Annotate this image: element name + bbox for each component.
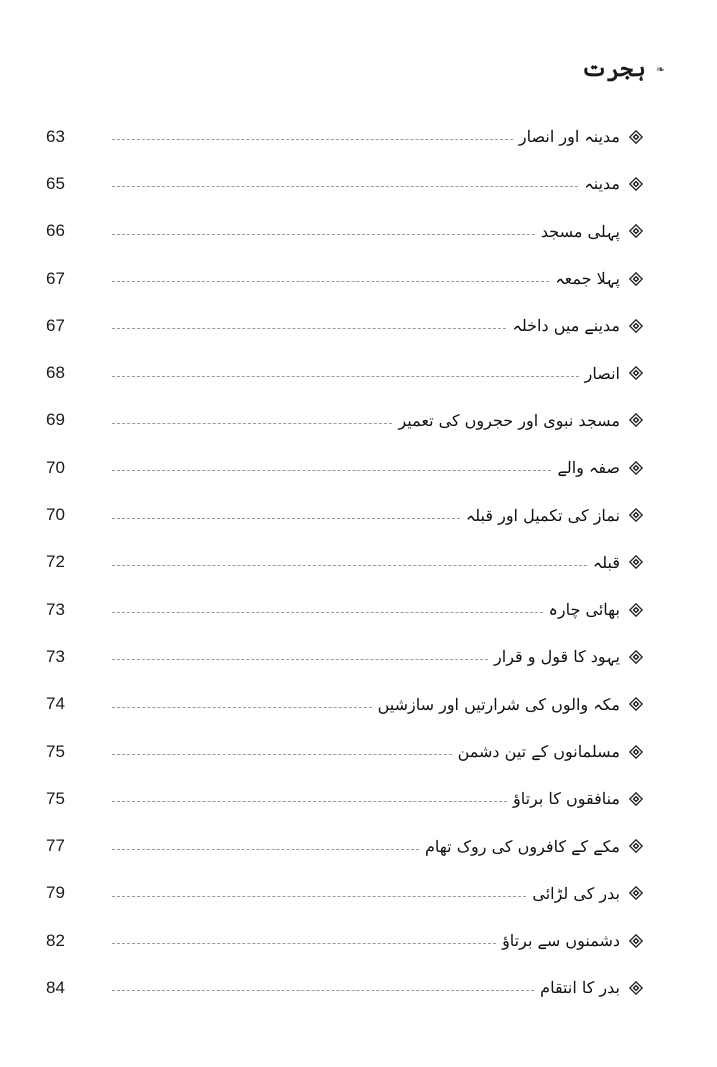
- diamond-bullet-icon: [629, 745, 643, 759]
- toc-entry[interactable]: [46, 964, 643, 1011]
- toc-page-number: 67: [46, 315, 65, 335]
- toc-leader-dots: [112, 376, 579, 377]
- toc-entry-title: بدر کی لڑائی: [532, 883, 620, 903]
- diamond-bullet-icon: [629, 177, 643, 191]
- toc-leader-dots: [112, 328, 506, 329]
- toc-entry[interactable]: [46, 539, 643, 586]
- toc-entry-title: مدینہ: [584, 174, 620, 194]
- toc-page-number: 79: [46, 883, 65, 903]
- diamond-bullet-icon: [629, 461, 643, 475]
- toc-page-number: 74: [46, 694, 65, 714]
- toc-entry[interactable]: [46, 681, 643, 728]
- toc-leader-dots: [112, 234, 535, 235]
- toc-leader-dots: [112, 659, 488, 660]
- toc-leader-dots: [112, 423, 392, 424]
- toc-page-number: 65: [46, 173, 65, 193]
- diamond-bullet-icon: [629, 555, 643, 569]
- toc-entry-title: پہلا جمعہ: [555, 269, 620, 289]
- section-title: ہجرت: [581, 56, 646, 82]
- toc-entry[interactable]: [46, 397, 643, 444]
- fleuron-icon: ❧: [655, 62, 665, 76]
- toc-entry-title: مسجد نبوی اور حجروں کی تعمیر: [398, 410, 620, 430]
- toc-page-number: 73: [46, 599, 65, 619]
- toc-entry-title: مکہ والوں کی شرارتیں اور سازشیں: [377, 694, 620, 714]
- diamond-bullet-icon: [629, 886, 643, 900]
- diamond-bullet-icon: [629, 130, 643, 144]
- toc-entry-title: پہلی مسجد: [540, 221, 620, 241]
- toc-page-number: 72: [46, 552, 65, 572]
- toc-leader-dots: [112, 139, 513, 140]
- diamond-bullet-icon: [629, 224, 643, 238]
- toc-entry-title: مدینے میں داخلہ: [512, 316, 620, 336]
- diamond-bullet-icon: [629, 650, 643, 664]
- toc-page-number: 66: [46, 221, 65, 241]
- toc-page-number: 77: [46, 836, 65, 856]
- toc-entry-title: بدر کا انتقام: [540, 978, 620, 998]
- table-of-contents: [46, 113, 643, 1012]
- toc-leader-dots: [112, 707, 372, 708]
- toc-entry-title: صفہ والے: [557, 458, 620, 478]
- toc-page-number: 75: [46, 741, 65, 761]
- toc-leader-dots: [112, 990, 534, 991]
- toc-entry[interactable]: [46, 444, 643, 491]
- toc-page-number: 75: [46, 788, 65, 808]
- toc-entry[interactable]: [46, 160, 643, 207]
- diamond-bullet-icon: [629, 272, 643, 286]
- toc-entry-title: مسلمانوں کے تین دشمن: [457, 742, 620, 761]
- toc-entry[interactable]: [46, 302, 643, 349]
- toc-entry[interactable]: [46, 917, 643, 964]
- toc-page-number: 63: [46, 126, 65, 146]
- diamond-bullet-icon: [629, 792, 643, 806]
- toc-entry-title: نماز کی تکمیل اور قبلہ: [465, 505, 620, 525]
- toc-leader-dots: [112, 612, 543, 613]
- section-heading: [581, 58, 665, 80]
- toc-page-number: 69: [46, 410, 65, 430]
- toc-page-number: 67: [46, 268, 65, 288]
- diamond-bullet-icon: [629, 934, 643, 948]
- toc-entry[interactable]: [46, 586, 643, 633]
- toc-entry[interactable]: [46, 349, 643, 396]
- toc-leader-dots: [112, 186, 578, 187]
- toc-leader-dots: [112, 754, 452, 755]
- toc-entry-title: قبلہ: [592, 552, 620, 572]
- toc-page-number: 70: [46, 457, 65, 477]
- toc-entry[interactable]: [46, 728, 643, 775]
- diamond-bullet-icon: [629, 603, 643, 617]
- toc-leader-dots: [112, 518, 460, 519]
- toc-entry[interactable]: [46, 491, 643, 538]
- toc-entry[interactable]: [46, 633, 643, 680]
- toc-entry-title: منافقوں کا برتاؤ: [512, 789, 620, 809]
- toc-page-number: 84: [46, 977, 65, 997]
- toc-leader-dots: [112, 943, 496, 944]
- diamond-bullet-icon: [629, 508, 643, 522]
- toc-entry[interactable]: [46, 113, 643, 160]
- toc-leader-dots: [112, 470, 551, 471]
- toc-entry-title: مدینہ اور انصار: [518, 127, 620, 147]
- toc-entry-title: مکے کے کافروں کی روک تھام: [425, 836, 620, 856]
- toc-entry[interactable]: [46, 775, 643, 822]
- toc-entry[interactable]: [46, 208, 643, 255]
- toc-leader-dots: [112, 281, 549, 282]
- toc-entry-title: انصار: [584, 363, 620, 383]
- toc-page-number: 73: [46, 646, 65, 666]
- toc-entry-title: دشمنوں سے برتاؤ: [502, 931, 620, 951]
- toc-entry[interactable]: [46, 870, 643, 917]
- diamond-bullet-icon: [629, 413, 643, 427]
- toc-leader-dots: [112, 801, 507, 802]
- toc-entry[interactable]: [46, 255, 643, 302]
- toc-entry-title: یہود کا قول و قرار: [494, 647, 620, 667]
- toc-leader-dots: [112, 896, 526, 897]
- diamond-bullet-icon: [629, 839, 643, 853]
- toc-entry-title: بھائی چارہ: [548, 600, 620, 620]
- toc-page-number: 68: [46, 363, 65, 383]
- diamond-bullet-icon: [629, 319, 643, 333]
- toc-page-number: 70: [46, 505, 65, 525]
- toc-entry[interactable]: [46, 822, 643, 869]
- toc-leader-dots: [112, 565, 587, 566]
- toc-page-number: 82: [46, 930, 65, 950]
- toc-leader-dots: [112, 849, 419, 850]
- diamond-bullet-icon: [629, 697, 643, 711]
- diamond-bullet-icon: [629, 366, 643, 380]
- diamond-bullet-icon: [629, 981, 643, 995]
